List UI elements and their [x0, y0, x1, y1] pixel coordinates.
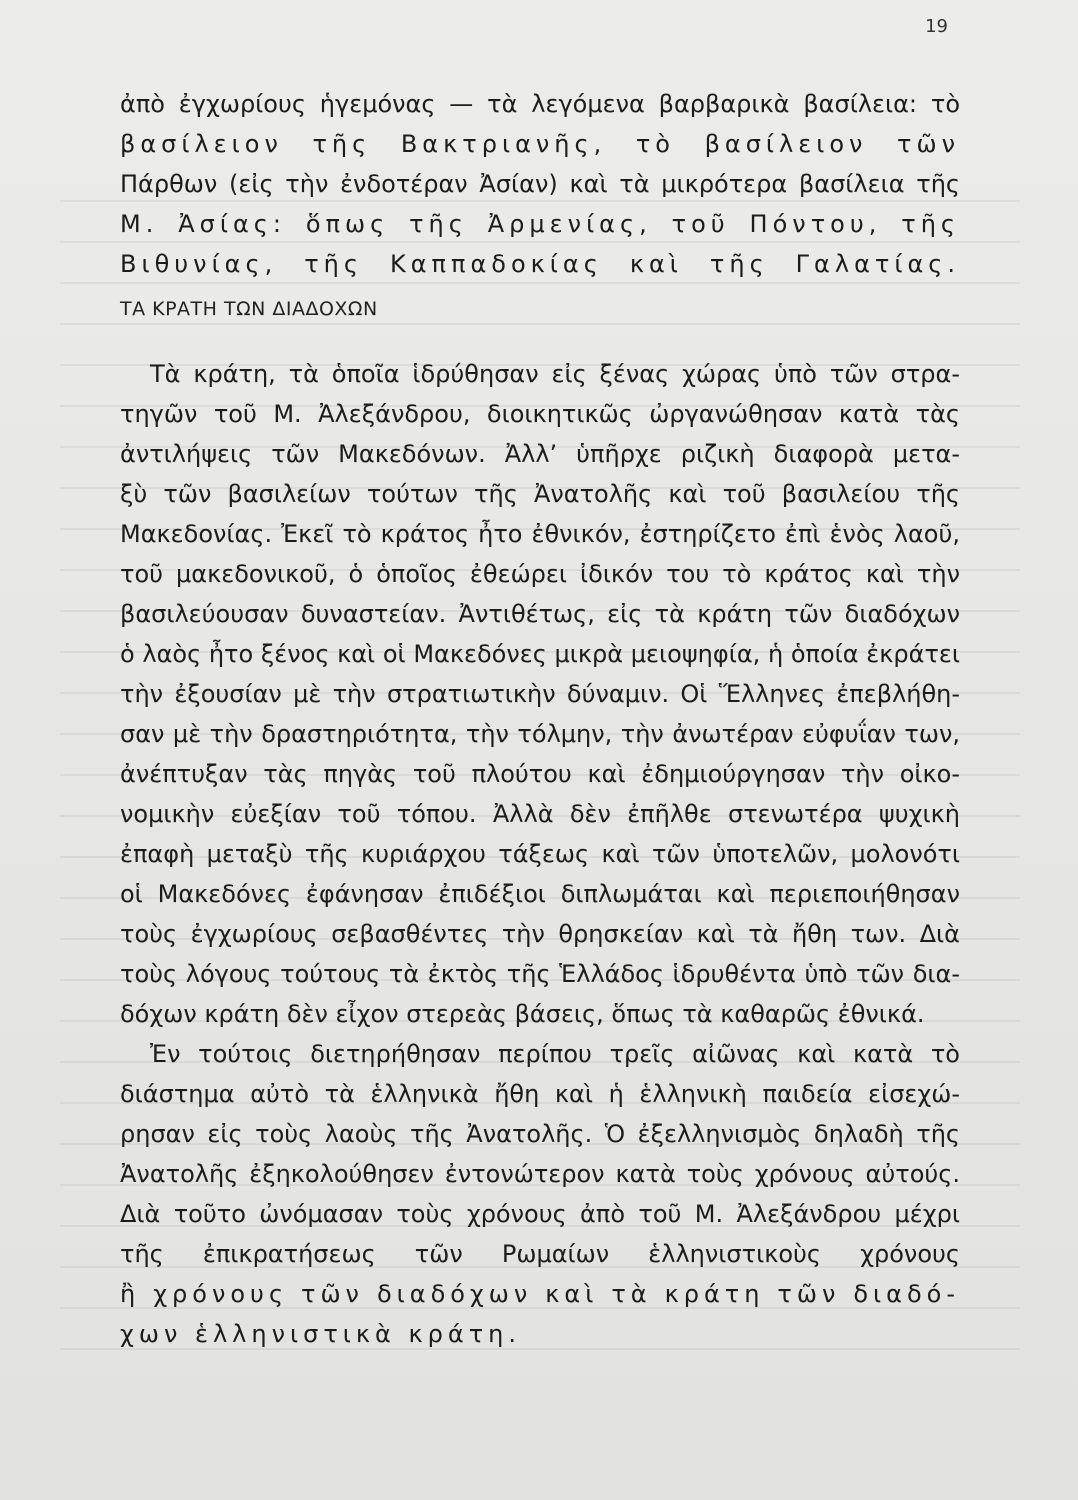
text-line: νομικὴν εὐεξίαν τοῦ τόπου. Ἀλλὰ δὲν ἐπῆλθε στενωτέρα ψυχικὴ — [120, 800, 960, 828]
text-line: τῆς ἐπικρατήσεως τῶν Ρωμαίων ἑλληνιστικοὺς χρόνους — [120, 1240, 960, 1268]
text-line: τοὺς λόγους τούτους τὰ ἐκτὸς τῆς Ἑλλάδος ἱδρυθέντα ὑπὸ τῶν δια- — [120, 960, 960, 988]
text-line: Βιθυνίας, τῆς Καππαδοκίας καὶ τῆς Γαλατίας. — [120, 250, 960, 278]
section-heading: ΤΑ ΚΡΑΤΗ ΤΩΝ ΔΙΑΔΟΧΩΝ — [120, 298, 378, 320]
text-line: Ἀνατολῆς ἐξηκολούθησεν ἐντονώτερον κατὰ τοὺς χρόνους αὐτούς. — [120, 1160, 960, 1188]
text-line: τὴν ἐξουσίαν μὲ τὴν στρατιωτικὴν δύναμιν. Οἱ Ἕλληνες ἐπεβλήθη- — [120, 680, 960, 708]
text-line: τοῦ μακεδονικοῦ, ὁ ὁποῖος ἐθεώρει ἰδικόν του τὸ κράτος καὶ τὴν — [120, 560, 960, 588]
text-line: δόχων κράτη δὲν εἶχον στερεὰς βάσεις, ὅπως τὰ καθαρῶς ἐθνικά. — [120, 1000, 925, 1028]
text-line: βασιλεύουσαν δυναστείαν. Ἀντιθέτως, εἰς τὰ κράτη τῶν διαδόχων — [120, 600, 960, 628]
text-line: τηγῶν τοῦ Μ. Ἀλεξάνδρου, διοικητικῶς ὠργανώθησαν κατὰ τὰς — [120, 400, 960, 428]
text-line: σαν μὲ τὴν δραστηριότητα, τὴν τόλμην, τὴν ἀνωτέραν εὐφυΐαν των, — [120, 720, 960, 748]
text-line: οἱ Μακεδόνες ἐφάνησαν ἐπιδέξιοι διπλωμάται καὶ περιεποιήθησαν — [120, 880, 960, 908]
text-line: ἀντιλήψεις τῶν Μακεδόνων. Ἀλλ’ ὑπῆρχε ριζικὴ διαφορὰ μετα- — [120, 440, 960, 468]
text-line: ἀπὸ ἐγχωρίους ἡγεμόνας — τὰ λεγόμενα βαρβαρικὰ βασίλεια: τὸ — [120, 90, 960, 118]
text-line: ἐπαφὴ μεταξὺ τῆς κυριάρχου τάξεως καὶ τῶν ὑποτελῶν, μολονότι — [120, 840, 960, 868]
text-line: ἢ χρόνους τῶν διαδόχων καὶ τὰ κράτη τῶν διαδό- — [120, 1280, 960, 1308]
text-line: ὁ λαὸς ἦτο ξένος καὶ οἱ Μακεδόνες μικρὰ μειοψηφία, ἡ ὁποία ἐκράτει — [120, 640, 960, 668]
text-line: βασίλειον τῆς Βακτριανῆς, τὸ βασίλειον τῶν — [120, 130, 960, 158]
page-number: 19 — [925, 16, 948, 37]
text-line: Διὰ τοῦτο ὠνόμασαν τοὺς χρόνους ἀπὸ τοῦ Μ. Ἀλεξάνδρου μέχρι — [120, 1200, 960, 1228]
text-line: Τὰ κράτη, τὰ ὁποῖα ἱδρύθησαν εἰς ξένας χώρας ὑπὸ τῶν στρα- — [150, 360, 960, 388]
text-line: Πάρθων (εἰς τὴν ἐνδοτέραν Ἀσίαν) καὶ τὰ μικρότερα βασίλεια τῆς — [120, 170, 960, 198]
text-line: διάστημα αὐτὸ τὰ ἑλληνικὰ ἤθη καὶ ἡ ἑλληνικὴ παιδεία εἰσεχώ- — [120, 1080, 960, 1108]
text-line: ξὺ τῶν βασιλείων τούτων τῆς Ἀνατολῆς καὶ τοῦ βασιλείου τῆς — [120, 480, 960, 508]
text-line: χων ἑλληνιστικὰ κράτη. — [120, 1320, 521, 1348]
text-line: τοὺς ἐγχωρίους σεβασθέντες τὴν θρησκείαν καὶ τὰ ἤθη των. Διὰ — [120, 920, 960, 948]
text-line: Μ. Ἀσίας: ὅπως τῆς Ἀρμενίας, τοῦ Πόντου, τῆς — [120, 210, 960, 238]
text-line: Μακεδονίας. Ἐκεῖ τὸ κράτος ἦτο ἐθνικόν, ἐστηρίζετο ἐπὶ ἑνὸς λαοῦ, — [120, 520, 960, 548]
text-line: ρησαν εἰς τοὺς λαοὺς τῆς Ἀνατολῆς. Ὁ ἐξελληνισμὸς δηλαδὴ τῆς — [120, 1120, 960, 1148]
text-line: Ἐν τούτοις διετηρήθησαν περίπου τρεῖς αἰῶνας καὶ κατὰ τὸ — [150, 1040, 960, 1068]
text-line: ἀνέπτυξαν τὰς πηγὰς τοῦ πλούτου καὶ ἐδημιούργησαν τὴν οἰκο- — [120, 760, 960, 788]
